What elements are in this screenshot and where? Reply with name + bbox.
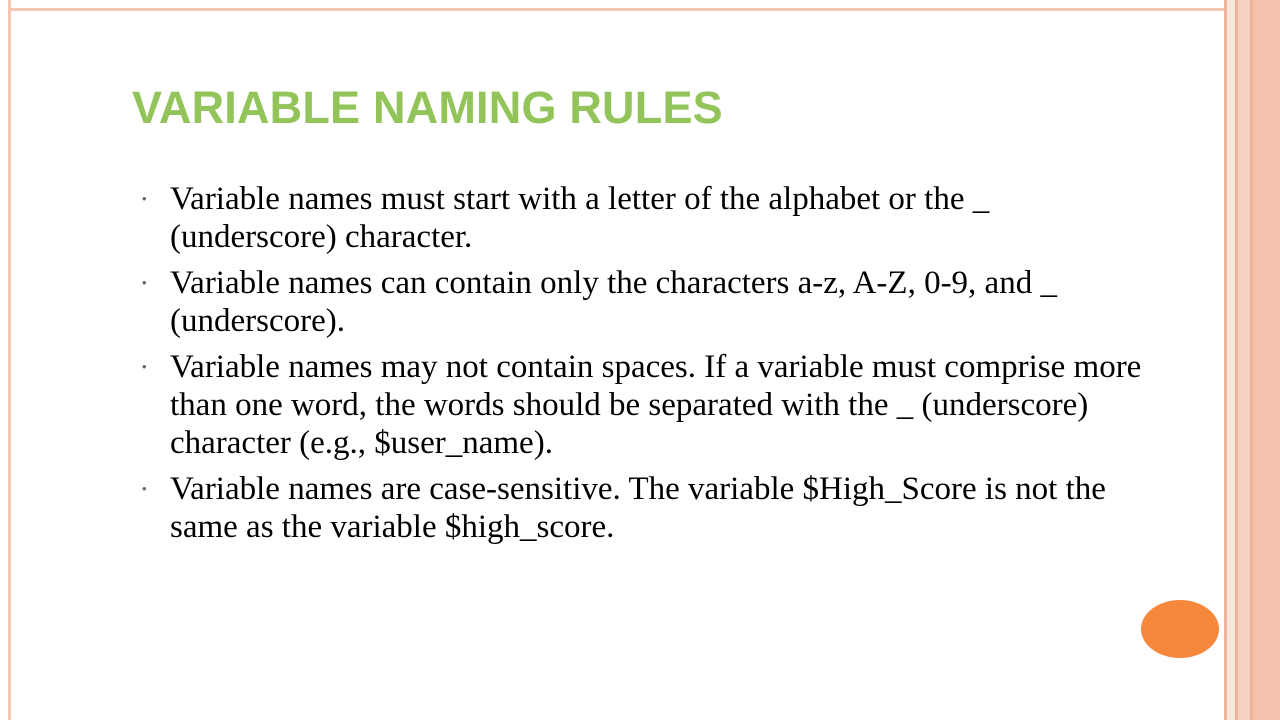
stripe (1253, 0, 1280, 720)
bullet-icon: • (142, 359, 147, 374)
bullet-text: Variable names must start with a letter of the alphabet or the _ (underscore) character. (170, 181, 990, 255)
bullet-text: Variable names are case-sensitive. The variable $High_Score is not the same as the variable $high_score. (170, 471, 1106, 545)
stripe (1238, 0, 1250, 720)
bullet-icon: • (142, 481, 147, 496)
top-border-line (8, 8, 1224, 11)
right-decorative-stripes (1224, 0, 1280, 720)
decorative-orange-circle (1141, 600, 1219, 658)
bullet-item (132, 470, 1162, 546)
bullet-item (132, 348, 1162, 462)
bullet-icon: • (142, 275, 147, 290)
bullet-list (132, 180, 1162, 554)
left-border-line (8, 0, 11, 720)
bullet-text: Variable names can contain only the characters a-z, A-Z, 0-9, and _ (underscore). (170, 265, 1057, 339)
bullet-text: Variable names may not contain spaces. If a variable must comprise more than one word, the words should be separated with the _ (underscore) character (e.g., $user_name). (170, 349, 1142, 461)
bullet-item (132, 264, 1162, 340)
bullet-icon: • (142, 191, 147, 206)
stripe (1227, 0, 1235, 720)
bullet-item (132, 180, 1162, 256)
slide-title: VARIABLE NAMING RULES (132, 82, 723, 133)
